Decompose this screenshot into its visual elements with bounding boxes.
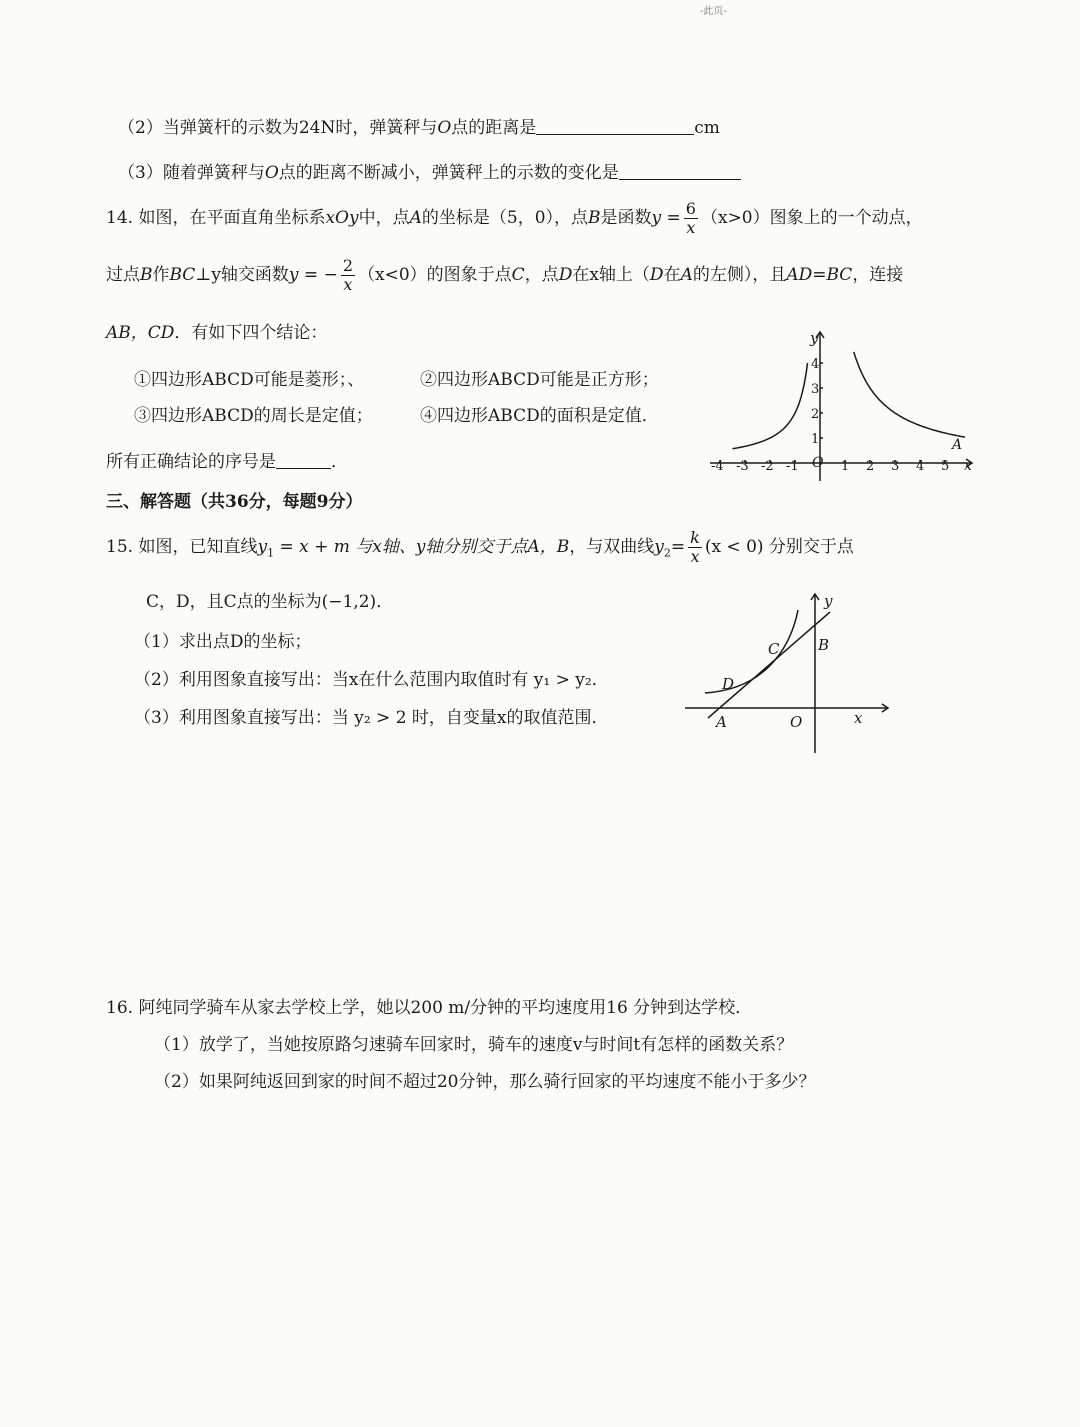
x-tick-label: 5 (941, 459, 950, 474)
q14-conclusion-1: ①四边形ABCD可能是菱形；、 (134, 370, 365, 390)
q14-conclusion-3: ③四边形ABCD的周长是定值； (134, 406, 373, 426)
q15-part2: （2）利用图象直接写出：当x在什么范围内取值时有 y₁ > y₂． (134, 670, 609, 690)
x-tick-label: 2 (866, 459, 875, 474)
answer-blank[interactable] (619, 179, 741, 180)
x-tick-label: -3 (736, 459, 749, 474)
q15-line2: C，D，且C点的坐标为(−1,2)． (146, 592, 394, 612)
answer-blank[interactable] (276, 468, 331, 469)
q14-line3: AB，CD．有如下四个结论： (106, 323, 328, 343)
answer-blank[interactable] (536, 134, 694, 135)
x-tick-label: -4 (711, 459, 724, 474)
fraction-k-over-x: $\frac{k}{x}$ (690, 528, 700, 566)
fraction-2-over-x: $\frac{2}{x}$ (342, 256, 354, 294)
point-a-label: A (716, 713, 727, 731)
point-b-label: B (818, 636, 830, 654)
q13-part2: （2）当弹簧杆的示数为24N时，弹簧秤与O点的距离是 cm (118, 118, 720, 138)
x-tick-label: 4 (916, 459, 925, 474)
x-axis-label: x (964, 458, 972, 474)
header-mark: -此页- (700, 6, 727, 17)
point-a-label: A (952, 437, 963, 453)
q15-line1: 15. 如图，已知直线$y_1 = x + m$ 与x轴、y轴分别交于点A，B，与双曲线$y_2=$ $\frac{k}{x}$ (x < 0) 分别交于点 (106, 528, 854, 566)
x-tick-label: -1 (786, 459, 799, 474)
point-c-label: C (768, 640, 780, 658)
origin-label: O (790, 713, 803, 731)
fraction-6-over-x: $\frac{6}{x}$ (685, 199, 696, 237)
origin-label: O (812, 455, 824, 471)
q16-line1: 16. 阿纯同学骑车从家去学校上学，她以200 m/分钟的平均速度用16 分钟到达学校． (106, 998, 753, 1018)
q14-graph (700, 318, 990, 483)
q15-part1: （1）求出点D的坐标； (134, 632, 312, 652)
y-tick-label: 2 (811, 407, 820, 422)
q14-line2: 过点B作BC⊥y轴交函数y = − $\frac{2}{x}$ （x<0）的图象于点C，点D在x轴上（D在A的左侧），且AD=BC，连接 (106, 256, 904, 294)
y-tick-label: 1 (811, 432, 820, 447)
x-tick-label: 3 (891, 459, 900, 474)
section-3-heading: 三、解答题（共36分，每题9分） (106, 492, 363, 512)
hyperbola-right-branch (854, 352, 965, 437)
q14-conclusion-4: ④四边形ABCD的面积是定值． (420, 406, 659, 426)
q16-part1: （1）放学了，当她按原路匀速骑车回家时，骑车的速度v与时间t有怎样的函数关系？ (154, 1035, 794, 1055)
x-tick-label: 1 (841, 459, 850, 474)
hyperbola-left-branch (733, 363, 808, 449)
q14-answer-prompt: 所有正确结论的序号是 ． (106, 452, 348, 472)
y-tick-label: 4 (811, 357, 820, 372)
q15-part3: （3）利用图象直接写出：当 y₂ > 2 时，自变量x的取值范围． (134, 708, 609, 728)
y-axis-label: y (810, 329, 819, 347)
q13-part3: （3）随着弹簧秤与O点的距离不断减小，弹簧秤上的示数的变化是 (118, 158, 741, 183)
q14-conclusion-2: ②四边形ABCD可能是正方形； (420, 370, 659, 390)
y-tick-label: 3 (811, 382, 820, 397)
q15-graph (680, 590, 900, 755)
q14-line1: 14. 如图，在平面直角坐标系xOy中，点A的坐标是（5，0），点B是函数y = $\frac{6}{x}$ （x>0）图象上的一个动点， (106, 199, 923, 237)
x-tick-label: -2 (761, 459, 774, 474)
x-axis-label: x (854, 709, 863, 727)
point-d-label: D (722, 675, 735, 693)
q16-part2: （2）如果阿纯返回到家的时间不超过20分钟，那么骑行回家的平均速度不能小于多少？ (154, 1072, 816, 1092)
line-y1 (708, 612, 830, 718)
y-axis-label: y (824, 592, 833, 610)
